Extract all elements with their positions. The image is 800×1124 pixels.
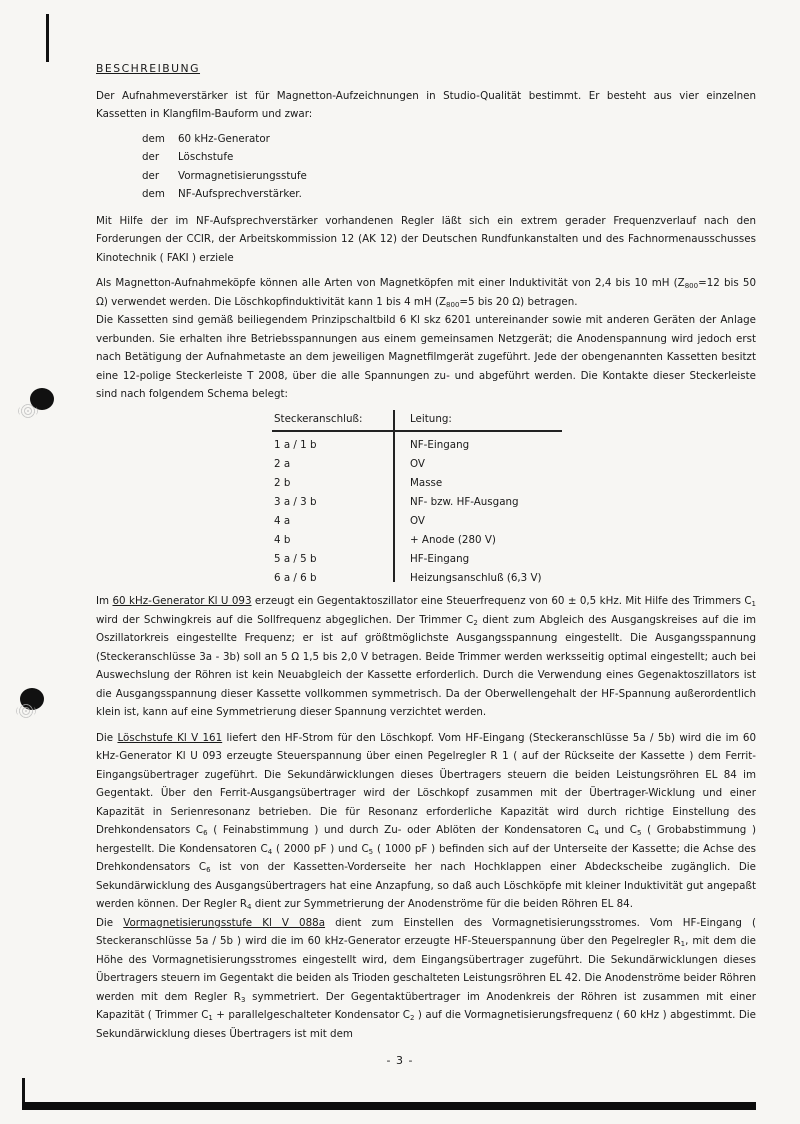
table-cell-pin: 2 b <box>274 477 291 489</box>
table-cell-pin: 4 b <box>274 534 291 546</box>
table-cell-line: NF- bzw. HF-Ausgang <box>410 496 519 508</box>
loesch-paragraph: Die Löschstufe Kl V 161 liefert den HF-Strom für den Löschkopf. Vom HF-Eingang (Steckeranschlüsse 5a / 5b) wird die im 60 kHz-Generator Kl U 093 erzeugte Steuerspannung über einen Pegelregler R 1 ( auf der Rückseite der Kassette ) dem Ferrit-Eingangsübertrager zugeführt. Die Sekundärwicklungen dieses Übertragers steuern die beiden Leistungsröhren EL 84 im Gegentakt. Über den Ferrit-Ausgangsübertrager wird der Löschkopf zusammen mit der Übertrager-Wicklung und einer Kapazität in Serienresonanz betrieben. Die für Resonanz erforderliche Kapazität wird durch richtige Einstellung des Drehkondensators $C_6$ ( Feinabstimmung ) und durch Zu- oder Ablöten der Kondensatoren $C_4$ und $C_5$ ( Grobabstimmung ) hergestellt. Die Kondensatoren $C_4$ ( 2000 pF ) und $C_5$ ( 1000 pF ) befinden sich auf der Unterseite der Kassette; die Achse des Drehkondensators $C_6$ ist von der Kassetten-Vorderseite her nach Hochklappen einer Abdeckscheibe zugänglich. Die Sekundärwicklung des Ausgangsübertragers hat eine Anzapfung, so daß auch Löschköpfe mit kleiner Induktivität gut angepaßt werden können. Der Regler $R_4$ dient zur Symmetrierung der Anodenströme für die beiden Röhren EL 84. <box>96 731 757 911</box>
table-cell-pin: 4 a <box>274 515 291 527</box>
kassetten-paragraph: Die Kassetten sind gemäß beiliegendem Prinzipschaltbild 6 Kl skz 6201 untereinander sowie mit anderen Geräten der Anlage verbunden. Sie erhalten ihre Betriebsspannungen aus einem gemeinsamen Netzgerät; die Anodenspannung wird jedoch erst nach Betätigung der Aufnahmetaste an dem jeweiligen Magnetfilmgerät zugeführt. Jede der obengenannten Kassetten besitzt eine 12-polige Steckerleiste T 2008, über die alle Spannungen zu- und abgeführt werden. Die Kontakte dieser Steckerleiste sind nach folgendem Schema belegt: <box>96 314 756 400</box>
table-cell-pin: 3 a / 3 b <box>274 496 317 508</box>
list-article: dem <box>142 132 165 145</box>
scan-edge-bar <box>22 1102 756 1110</box>
list-item <box>142 130 756 149</box>
table-row <box>272 531 562 550</box>
table-row <box>272 436 562 455</box>
table-cell-pin: 6 a / 6 b <box>274 572 317 584</box>
list-item <box>142 167 756 186</box>
table-cell-line: HF-Eingang <box>410 553 470 565</box>
scan-mark <box>46 14 49 62</box>
component-list <box>142 130 756 204</box>
punch-hole-shadow <box>18 404 38 418</box>
punch-hole-shadow <box>16 704 36 718</box>
table-divider <box>393 410 395 582</box>
list-item <box>142 185 756 204</box>
list-article: der <box>142 151 160 163</box>
loesch-link: Löschstufe Kl V 161 <box>117 731 223 744</box>
nf-paragraph: Mit Hilfe der im NF-Aufsprechverstärker vorhandenen Regler läßt sich ein extrem gerader Frequenzverlauf nach den Forderungen der CCIR, der Arbeitskommission 12 (AK 12) der Deutschen Rundfunkanstalten und des Fachnormenausschusses Kinotechnik ( FAKI ) erziele <box>96 214 756 264</box>
table-cell-line: + Anode (280 V) <box>410 534 496 546</box>
list-item <box>142 148 756 167</box>
section-heading: BESCHREIBUNG <box>96 62 201 75</box>
table-cell-line: Heizungsanschluß (6,3 V) <box>410 572 542 584</box>
list-article: der <box>142 169 160 182</box>
table-cell-pin: 5 a / 5 b <box>274 553 317 565</box>
table-cell-line: Masse <box>410 477 443 489</box>
intro-paragraph: Der Aufnahmeverstärker ist für Magnetton-Aufzeichnungen in Studio-Qualität bestimmt. Er besteht aus vier einzelnen Kassetten in Klangfilm-Bauform und zwar: <box>96 89 756 120</box>
table-row <box>272 512 562 531</box>
list-article: dem <box>142 188 165 200</box>
list-name: Löschstufe <box>178 151 234 163</box>
table-row <box>272 474 562 493</box>
generator-link: 60 kHz-Generator Kl U 093 <box>112 595 252 607</box>
table-cell-pin: 1 a / 1 b <box>274 439 317 451</box>
vormag-paragraph: Die Vormagnetisierungsstufe Kl V 088a dient zum Einstellen des Vormagnetisierungsstromes. Vom HF-Eingang ( Steckeranschlüsse 5a / 5b ) wird die im 60 kHz-Generator erzeugte HF-Steuerspannung über den Pegelregler $R_1$, mit dem die Höhe des Vormagnetisierungsstromes eingestellt wird, dem Eingangsübertrager zugeführt. Die Sekundärwicklungen dieses Übertragers steuern im Gegentakt die beiden als Trioden geschalteten Leistungsröhren EL 42. Die Anodenströme beider Röhren werden mit dem Regler $R_3$ symmetriert. Der Gegentaktübertrager im Anodenkreis der Röhren ist zusammen mit einer Kapazität ( Trimmer $C_1$ + parallelgeschalteter Kondensator $C_2$ ) auf die Vormagnetisierungsfrequenz ( 60 kHz ) abgestimmt. Die Sekundärwicklung dieses Übertragers ist mit dem <box>96 916 756 1040</box>
pin-table <box>272 410 562 589</box>
generator-paragraph: Im 60 kHz-Generator Kl U 093 erzeugt ein Gegentaktoszillator eine Steuerfrequenz von 60 ± 0,5 kHz. Mit Hilfe des Trimmers $C_1$ wird der Schwingkreis auf die Sollfrequenz abgeglichen. Der Trimmer $C_2$ dient zum Abgleich des Ausgangskreises auf die im Oszillatorkreis eingestellte Frequenz; er ist auf größtmöglichste Ausgangsspannung eingestellt. Die Ausgangsspannung (Steckeranschlüsse 3a - 3b) soll an 5 Ω 1,5 bis 2,0 V betragen. Beide Trimmer werden werksseitig optimal eingestellt; auch bei Auswechslung der Röhren ist kein Neuabgleich der Kassette erforderlich. Durch die Verwendung eines Gegenaktoszillators ist die Ausgangsspannung dieser Kassette vollkommen symmetrisch. Da der Oberwellengehalt der HF-Spannung außerordentlich klein ist, kann auf eine Symmetrierung dieser Spannung verzichtet werden. <box>96 595 757 718</box>
list-name: 60 kHz-Generator <box>178 132 270 145</box>
table-header <box>272 410 562 429</box>
vormag-link: Vormagnetisierungsstufe Kl V 088a <box>123 916 326 929</box>
table-cell-pin: 2 a <box>274 458 291 470</box>
table-rule <box>272 430 562 432</box>
table-header-line: Leitung: <box>410 412 452 425</box>
table-row <box>272 550 562 569</box>
table-cell-line: OV <box>410 458 425 470</box>
heads-paragraph: Als Magnetton-Aufnahmeköpfe können alle Arten von Magnetköpfen mit einer Induktivität von 2,4 bis 10 mH ($Z_{800}=12$ bis 50 Ω) verwendet werden. Die Löschkopfinduktivität kann 1 bis 4 mH ($Z_{800}=5$ bis 20 Ω) betragen. <box>96 277 756 309</box>
document-body <box>96 60 756 1043</box>
table-header-pin: Steckeranschluß: <box>274 412 363 425</box>
page-number: - 3 - <box>386 1054 414 1067</box>
table-body <box>272 436 562 588</box>
table-row <box>272 455 562 474</box>
table-row <box>272 493 562 512</box>
table-row <box>272 569 562 588</box>
list-name: Vormagnetisierungsstufe <box>178 169 307 182</box>
table-cell-line: OV <box>410 515 425 527</box>
list-name: NF-Aufsprechverstärker. <box>178 188 302 200</box>
table-cell-line: NF-Eingang <box>410 439 470 451</box>
